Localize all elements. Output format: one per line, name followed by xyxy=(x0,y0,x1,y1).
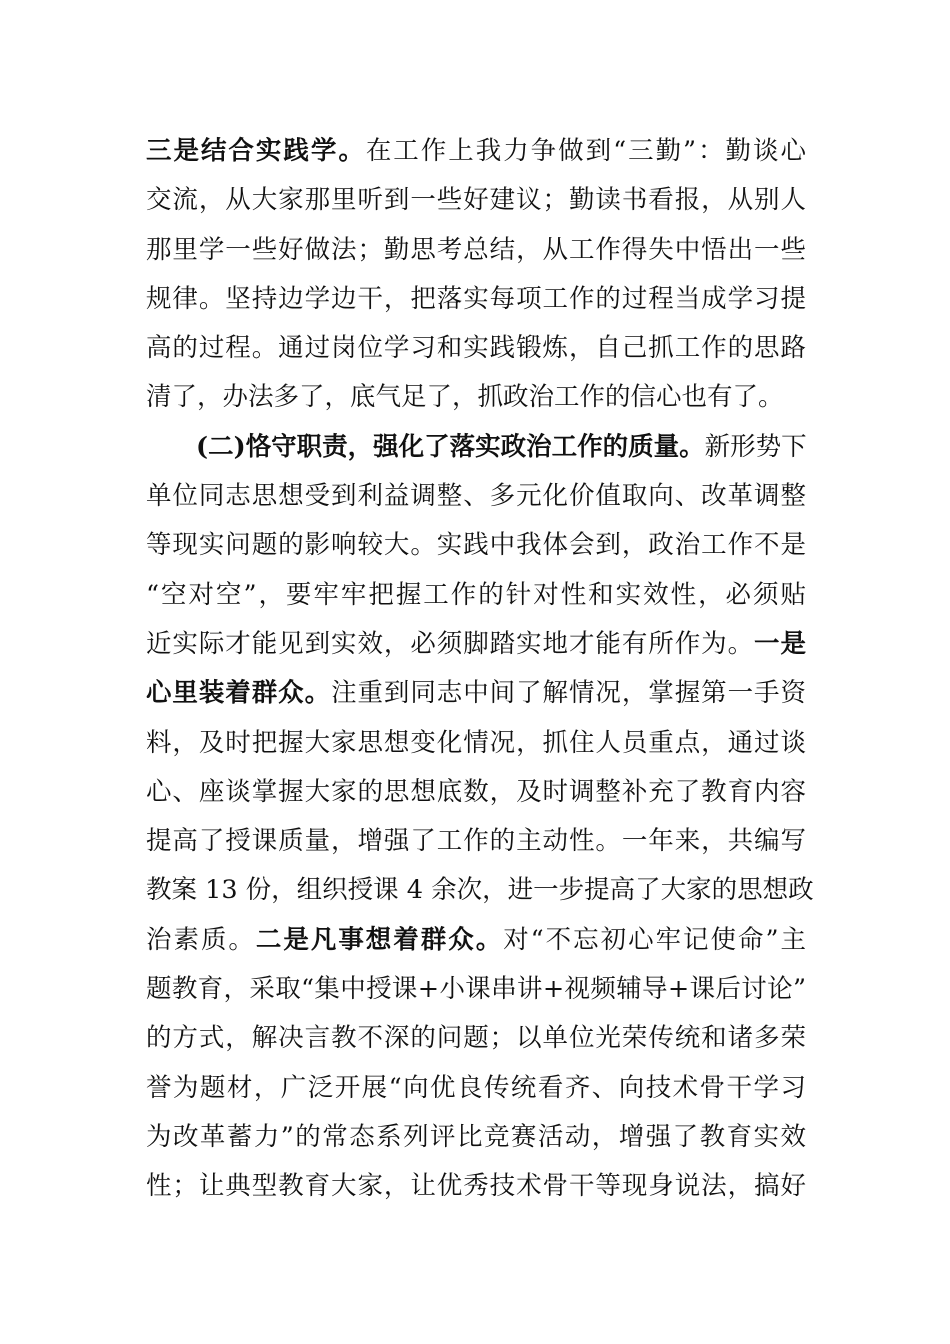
text-line xyxy=(146,472,806,521)
text-line xyxy=(146,1064,806,1113)
text-line xyxy=(146,373,806,422)
text-line xyxy=(146,965,806,1014)
text-run: 治素质。 xyxy=(146,924,256,955)
bold-run: 一是 xyxy=(754,628,806,659)
text-run: 清了，办法多了，底气足了，抓政治工作的信心也有了。 xyxy=(146,382,784,413)
text-line xyxy=(146,423,806,472)
text-line xyxy=(146,226,806,275)
text-line xyxy=(146,1014,806,1063)
text-run: 单位同志思想受到利益调整、多元化价值取向、改革调整 xyxy=(146,481,806,512)
text-line xyxy=(146,817,806,866)
text-line xyxy=(146,1162,806,1211)
text-run: 近实际才能见到实效，必须脚踏实地才能有所作为。 xyxy=(146,628,755,659)
text-line xyxy=(146,324,806,373)
bold-run: 三是结合实践学。 xyxy=(146,136,366,166)
text-run: 那里学一些好做法；勤思考总结，从工作得失中悟出一些 xyxy=(146,234,806,265)
text-run: 誉为题材，广泛开展“向优良传统看齐、向技术骨干学习 xyxy=(146,1072,806,1103)
text-line xyxy=(146,719,806,768)
text-run: 在工作上我力争做到“三勤”：勤谈心 xyxy=(365,136,806,166)
text-line xyxy=(146,176,806,225)
text-run: 新形势下 xyxy=(704,431,807,462)
text-run: 题教育，采取“集中授课+小课串讲+视频辅导+课后讨论” xyxy=(146,974,806,1005)
text-run: 提高了授课质量，增强了工作的主动性。一年来，共编写 xyxy=(146,826,806,857)
text-run: 料，及时把握大家思想变化情况，抓住人员重点，通过谈 xyxy=(146,727,806,758)
text-run: 心、座谈掌握大家的思想底数，及时调整补充了教育内容 xyxy=(146,776,806,807)
bold-run: 二是凡事想着群众。 xyxy=(255,924,504,955)
text-run: 为改革蓄力”的常态系列评比竞赛活动，增强了教育实效 xyxy=(146,1121,806,1152)
text-line xyxy=(146,866,814,915)
text-line xyxy=(146,620,806,669)
text-run: 注重到同志中间了解情况，掌握第一手资 xyxy=(331,678,806,709)
text-line xyxy=(146,571,806,620)
text-run: 高的过程。通过岗位学习和实践锻炼，自己抓工作的思路 xyxy=(146,333,806,364)
text-line xyxy=(146,916,806,965)
text-run: 对“不忘初心牢记使命”主 xyxy=(503,924,806,955)
text-run: 性；让典型教育大家，让优秀技术骨干等现身说法，搞好 xyxy=(146,1171,806,1202)
text-run: 教案 13 份，组织授课 4 余次，进一步提高了大家的思想政 xyxy=(146,875,814,906)
text-line xyxy=(146,521,806,570)
body-text xyxy=(146,127,814,1212)
text-run: 等现实问题的影响较大。实践中我体会到，政治工作不是 xyxy=(146,530,806,561)
section-heading: (二)恪守职责，强化了落实政治工作的质量。 xyxy=(196,431,705,462)
text-line xyxy=(146,1113,806,1162)
text-line xyxy=(146,768,806,817)
text-run: 的方式，解决言教不深的问题；以单位光荣传统和诸多荣 xyxy=(146,1023,806,1054)
text-run: “空对空”，要牢牢把握工作的针对性和实效性，必须贴 xyxy=(146,579,806,610)
text-line xyxy=(146,275,806,324)
text-line xyxy=(146,127,806,176)
bold-run: 心里装着群众。 xyxy=(146,678,332,709)
text-line xyxy=(146,669,806,718)
text-run: 规律。坚持边学边干，把落实每项工作的过程当成学习提 xyxy=(146,283,806,314)
text-run: 交流，从大家那里听到一些好建议；勤读书看报，从别人 xyxy=(146,185,806,216)
